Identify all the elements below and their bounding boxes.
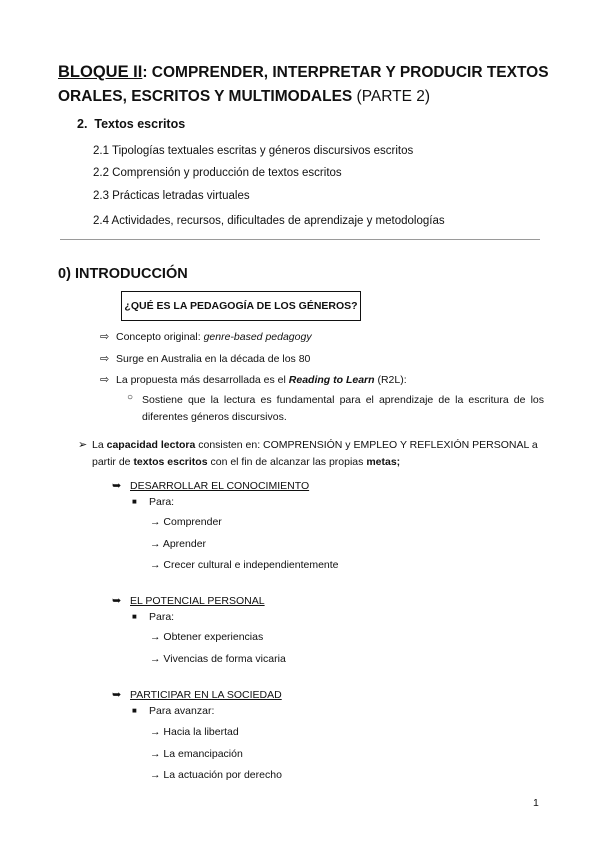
item-text: La propuesta más desarrollada es el	[116, 374, 289, 386]
intro-number: 0)	[58, 266, 71, 282]
list-item	[100, 352, 310, 365]
title-line1-rest: : COMPRENDER, INTERPRETAR Y PRODUCIR TEXTOS	[142, 64, 549, 81]
sub-item: → Hacia la libertad	[150, 726, 239, 738]
sub-item: → Obtener experiencias	[150, 631, 264, 643]
section-heading-textos-escritos	[77, 117, 185, 131]
curved-arrow-icon: ➥	[112, 480, 122, 492]
cap-text: consisten en: COMPRENSIÓN y EMPLEO Y REFLEXIÓN PERSONAL a partir de	[92, 439, 538, 468]
list-item	[132, 611, 174, 623]
capacidad-paragraph	[78, 437, 544, 471]
list-item	[132, 705, 214, 717]
curved-arrow-icon: ➥	[112, 595, 122, 607]
section-number: 2.	[77, 117, 88, 131]
subsection-label: PARTICIPAR EN LA SOCIEDAD	[130, 689, 282, 701]
double-arrow-icon: ⇨	[100, 374, 110, 386]
toc-item: 2.4 Actividades, recursos, dificultades de aprendizaje y metodologías	[93, 215, 445, 227]
document-title	[58, 60, 549, 109]
subsection-label: EL POTENCIAL PERSONAL	[130, 595, 265, 607]
horizontal-divider	[60, 239, 540, 240]
sub-paragraph: Sostiene que la lectura es fundamental para el aprendizaje de la escritura de los diferentes géneros discursivos.	[142, 394, 544, 423]
subsection-label: DESARROLLAR EL CONOCIMIENTO	[130, 480, 310, 492]
item-emphasis: Reading to Learn	[288, 374, 375, 386]
sub-item: → Vivencias de forma vicaria	[150, 653, 286, 665]
cap-bold: capacidad lectora	[106, 439, 196, 451]
item-text: Para avanzar:	[149, 705, 215, 717]
toc-item: 2.1 Tipologías textuales escritas y géneros discursivos escritos	[93, 145, 414, 157]
title-line2: ORALES, ESCRITOS Y MULTIMODALES	[58, 88, 353, 105]
sub-item: → La emancipación	[150, 748, 243, 760]
toc-item: 2.3 Prácticas letradas virtuales	[93, 190, 250, 202]
sub-item: → Crecer cultural e independientemente	[150, 559, 339, 571]
sub-item: → La actuación por derecho	[150, 769, 282, 781]
item-text: Surge en Australia en la década de los 80	[116, 353, 311, 365]
list-item	[100, 330, 312, 343]
section-title: Textos escritos	[94, 117, 186, 131]
cap-text: La	[92, 439, 107, 451]
question-text: ¿QUÉ ES LA PEDAGOGÍA DE LOS GÉNEROS?	[124, 300, 358, 312]
list-item	[132, 496, 174, 508]
curved-arrow-icon: ➥	[112, 689, 122, 701]
subsection-heading	[112, 479, 309, 492]
item-text: Para:	[149, 496, 175, 508]
triangle-arrow-icon: ➢	[78, 439, 88, 451]
square-bullet-icon: ■	[132, 612, 137, 621]
title-parte: (PARTE 2)	[352, 88, 431, 105]
subsection-heading	[112, 594, 265, 607]
sub-item: → Aprender	[150, 538, 207, 550]
double-arrow-icon: ⇨	[100, 331, 110, 343]
circle-bullet-icon: ○	[127, 392, 134, 403]
cap-text: con el fin de alcanzar las propias	[207, 456, 367, 468]
square-bullet-icon: ■	[132, 706, 137, 715]
title-bloque: BLOQUE II	[58, 63, 143, 81]
toc-item: 2.2 Comprensión y producción de textos escritos	[93, 167, 342, 179]
subsection-heading	[112, 688, 282, 701]
question-box	[121, 291, 361, 321]
item-text: (R2L):	[374, 374, 407, 386]
item-text: Para:	[149, 611, 175, 623]
sub-item: → Comprender	[150, 516, 222, 528]
item-emphasis: genre-based pedagogy	[203, 331, 312, 343]
cap-bold: metas;	[366, 456, 401, 468]
intro-title: INTRODUCCIÓN	[74, 266, 188, 282]
square-bullet-icon: ■	[132, 497, 137, 506]
list-item	[100, 373, 407, 386]
cap-bold: textos escritos	[133, 456, 208, 468]
double-arrow-icon: ⇨	[100, 353, 110, 365]
item-text: Concepto original:	[116, 331, 204, 343]
page-number: 1	[533, 797, 539, 809]
intro-heading	[58, 266, 188, 282]
